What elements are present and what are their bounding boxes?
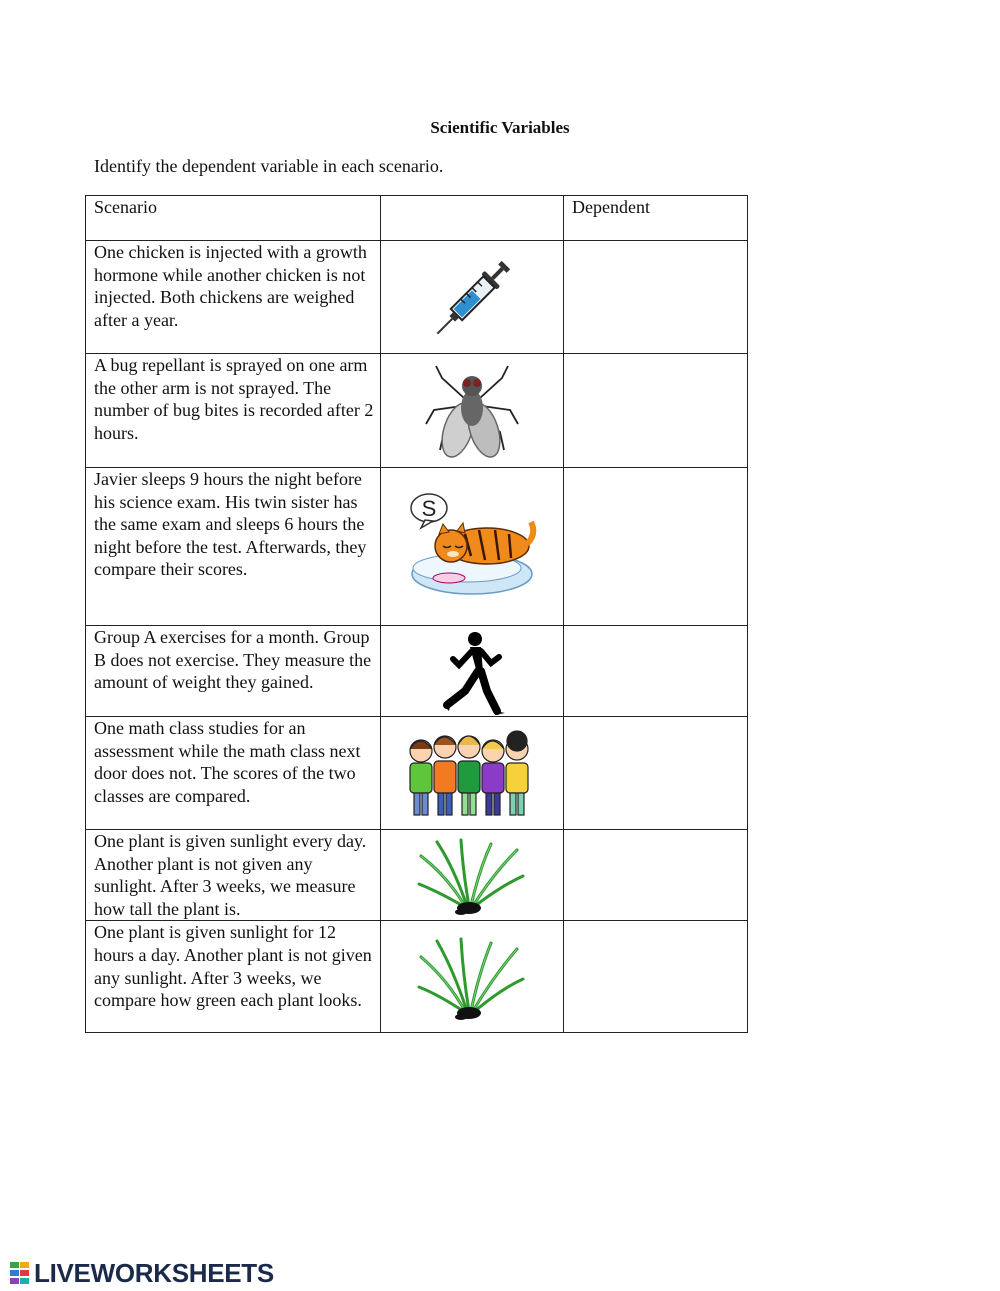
liveworksheets-logo: [10, 1258, 274, 1288]
syringe-icon: [417, 249, 527, 349]
scenario-table: [85, 195, 748, 1033]
children-group-icon: [402, 727, 542, 823]
header-dependent: Dependent: [564, 196, 748, 241]
scenario-cell: One chicken is injected with a growth hormone while another chicken is not injected. Both chickens are weighed after a year.: [86, 241, 381, 354]
logo-mark-icon: [10, 1262, 30, 1284]
walking-person-icon: [437, 629, 507, 715]
page-title: Scientific Variables: [430, 118, 570, 137]
table-row: [86, 717, 748, 830]
dependent-answer-box[interactable]: [564, 626, 748, 717]
scenario-cell: A bug repellant is sprayed on one arm the other arm is not sprayed. The number of bug bites is recorded after 2 hours.: [86, 354, 381, 468]
dependent-answer-box[interactable]: [564, 830, 748, 921]
table-row: [86, 354, 748, 468]
dependent-answer-box[interactable]: [564, 717, 748, 830]
dependent-answer-box[interactable]: [564, 354, 748, 468]
grass-plant-icon: [417, 836, 527, 916]
sleeping-cat-icon: [407, 488, 537, 606]
instructions: Identify the dependent variable in each scenario.: [94, 156, 444, 176]
image-cell: [381, 921, 564, 1033]
image-cell: [381, 241, 564, 354]
scenario-cell: One plant is given sunlight for 12 hours a day. Another plant is not given any sunlight. After 3 weeks, we compare how green each plant looks.: [86, 921, 381, 1033]
table-row: [86, 241, 748, 354]
snore-text: S: [421, 496, 437, 521]
image-cell: [381, 626, 564, 717]
logo-text: LIVEWORKSHEETS: [34, 1257, 274, 1288]
header-scenario: Scenario: [86, 196, 381, 241]
image-cell: [381, 468, 564, 626]
scenario-cell: Group A exercises for a month. Group B does not exercise. They measure the amount of weight they gained.: [86, 626, 381, 717]
table-row: [86, 921, 748, 1033]
grass-plant-icon: [417, 935, 527, 1023]
scenario-cell: One plant is given sunlight every day. Another plant is not given any sunlight. After 3 weeks, we measure how tall the plant is.: [86, 830, 381, 921]
header-image: [381, 196, 564, 241]
scenario-cell: One math class studies for an assessment while the math class next door does not. The scores of the two classes are compared.: [86, 717, 381, 830]
table-row: [86, 830, 748, 921]
image-cell: [381, 830, 564, 921]
dependent-answer-box[interactable]: [564, 921, 748, 1033]
image-cell: [381, 717, 564, 830]
table-row: [86, 468, 748, 626]
table-header-row: [86, 196, 748, 241]
dependent-answer-box[interactable]: [564, 241, 748, 354]
image-cell: [381, 354, 564, 468]
fly-icon: [422, 358, 522, 462]
table-row: [86, 626, 748, 717]
dependent-answer-box[interactable]: [564, 468, 748, 626]
scenario-cell: Javier sleeps 9 hours the night before his science exam. His twin sister has the same exam and sleeps 6 hours the night before the test. Afterwards, they compare their scores.: [86, 468, 381, 626]
